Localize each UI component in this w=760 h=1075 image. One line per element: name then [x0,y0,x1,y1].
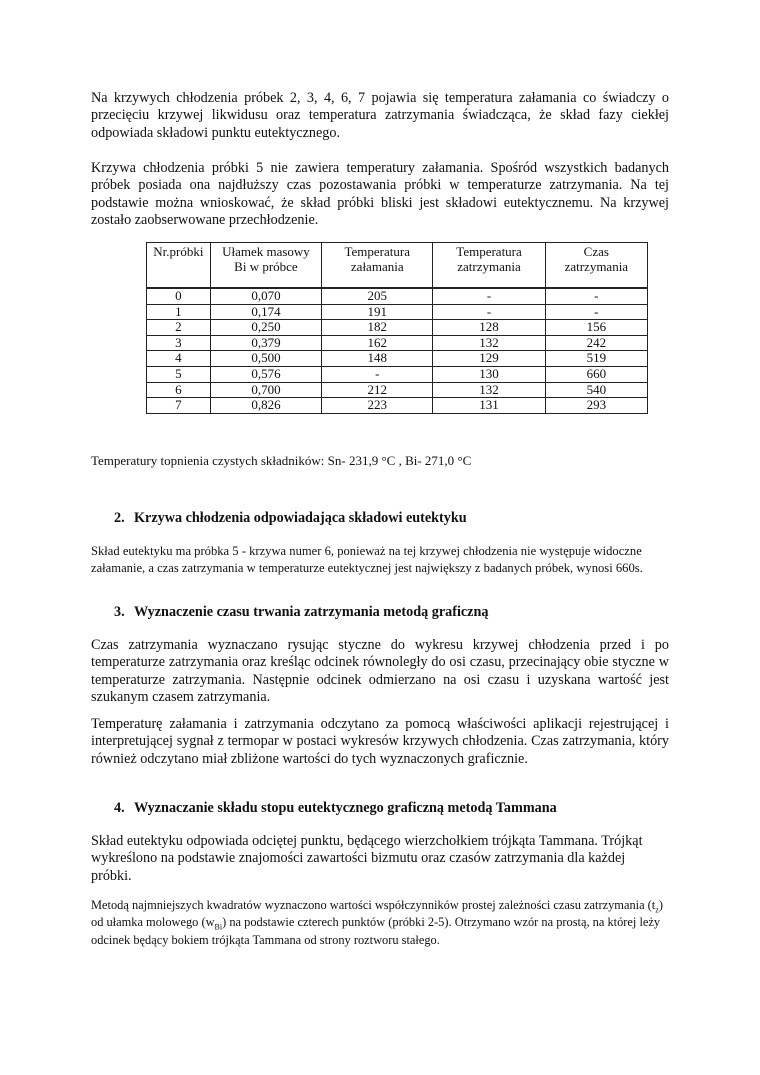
table-cell: - [545,304,647,320]
table-cell: 212 [322,382,433,398]
table-header-cell [210,243,321,289]
header-line: Nr.próbki [153,244,204,259]
table-cell: 242 [545,335,647,351]
table-cell: 0,250 [210,320,321,336]
section-3-body-2: Temperaturę załamania i zatrzymania odczytano za pomocą właściwości aplikacji rejestrującej i interpretującej sygnał z termopar w postaci wykresów krzywych chłodzenia. Czas zatrzymania, który również odczytano miał zbliżone wartości do tych wyznaczonych graficznie. [91,716,669,767]
paragraph-sample-5: Krzywa chłodzenia próbki 5 nie zawiera temperatury załamania. Spośród wszystkich badanych próbek posiada ona najdłuższy czas pozostawania próbki w temperaturze zatrzymania. Na tej podstawie można wnioskować, że skład próbki bliski jest składowi eutektycznemu. Na krzywej zostało zaobserwowane przechłodzenie. [91,160,669,229]
table-header-cell [147,243,211,289]
header-line: Ułamek masowy [222,244,310,259]
table-cell: 0,500 [210,351,321,367]
table-row [147,288,648,304]
table-cell: 0,826 [210,398,321,414]
table-cell: - [433,288,545,304]
table-cell: 129 [433,351,545,367]
table-cell: 6 [147,382,211,398]
header-line: Bi w próbce [234,258,298,274]
table-cell: 191 [322,304,433,320]
table-cell: 0,700 [210,382,321,398]
table-body [147,288,648,413]
section-number: 4. [114,800,125,816]
table-row [147,382,648,398]
table-cell: 1 [147,304,211,320]
table-header-cell [433,243,545,289]
section-3-body-1: Czas zatrzymania wyznaczano rysując styczne do wykresu krzywej chłodzenia przed i po temperaturze zatrzymania oraz kreśląc odcinek równoległy do osi czasu, przecinający obie styczne w temperaturze zatrzymania. Następnie odcinek odmierzano na osi czasu i uzyskana wartość jest szukanym czasem zatrzymania. [91,637,669,706]
text-run: ) od ułamka molowego (w [91,898,663,930]
table-row [147,304,648,320]
section-2-body: Skład eutektyku ma próbka 5 - krzywa numer 6, ponieważ na tej krzywej chłodzenia nie występuje widoczne załamanie, a czas zatrzymania w temperaturze eutektycznej jest największy z badanych próbek, wynosi 660s. [91,544,643,576]
table-cell: 540 [545,382,647,398]
table-cell: 132 [433,335,545,351]
table-cell: - [322,366,433,382]
section-number: 3. [114,604,125,620]
table-row [147,335,648,351]
section-4-body-1: Skład eutektyku odpowiada odciętej punktu, będącego wierzchołkiem trójkąta Tammana. Trójkąt wykreślono na podstawie znajomości zawartości bizmutu oraz czasów zatrzymania dla każdej próbki. [91,833,643,884]
text-run: Metodą najmniejszych kwadratów wyznaczono wartości współczynników prostej zależności czasu zatrzymania (t [91,898,656,912]
table-cell: 128 [433,320,545,336]
text-run: ) na podstawie czterech punktów (próbki 2-5). Otrzymano wzór na prostą, na której leży odcinek będący bokiem trójkąta Tammana od strony roztworu stałego. [91,915,661,947]
table-row [147,351,648,367]
melting-temperatures-note: Temperatury topnienia czystych składników: Sn- 231,9 °C , Bi- 271,0 °C [91,453,472,468]
section-3-heading [114,604,488,621]
table-cell: 4 [147,351,211,367]
header-line: Temperatura [456,244,522,259]
table-row [147,398,648,414]
table-cell: 2 [147,320,211,336]
header-line: Temperatura [344,244,410,259]
table-cell: 0 [147,288,211,304]
table-header-cell [322,243,433,289]
paragraph-liquidus: Na krzywych chłodzenia próbek 2, 3, 4, 6, 7 pojawia się temperatura załamania co świadczy o przecięciu krzywej likwidusu oraz temperatura zatrzymania świadcząca, że skład fazy ciekłej odpowiada składowi punktu eutektycznego. [91,90,669,141]
section-title: Wyznaczenie czasu trwania zatrzymania metodą graficzną [134,604,489,620]
table-cell: - [433,304,545,320]
table-cell: 0,070 [210,288,321,304]
table-cell: 293 [545,398,647,414]
header-line: Czas [583,244,609,259]
table-row [147,320,648,336]
table-cell: 3 [147,335,211,351]
table-cell: 660 [545,366,647,382]
table-cell: 182 [322,320,433,336]
table-row [147,366,648,382]
table-cell: 0,379 [210,335,321,351]
section-title: Wyznaczanie składu stopu eutektycznego graficzną metodą Tammana [134,800,557,816]
section-4-body-2 [91,897,669,949]
section-number: 2. [114,510,125,526]
header-line: zatrzymania [457,258,521,274]
table-cell: 132 [433,382,545,398]
table-cell: 205 [322,288,433,304]
table-cell: 0,576 [210,366,321,382]
table-header-cell [545,243,647,289]
table-cell: 156 [545,320,647,336]
header-line: załamania [350,258,404,274]
table-cell: - [545,288,647,304]
section-2-heading [114,510,467,527]
subscript-bi: Bi [214,922,223,932]
table-cell: 148 [322,351,433,367]
subscript-z: z [655,905,659,915]
table-cell: 131 [433,398,545,414]
table-cell: 130 [433,366,545,382]
section-4-heading [114,800,557,817]
table-cell: 223 [322,398,433,414]
table-header-row [147,243,648,289]
results-table [146,242,648,414]
table-cell: 519 [545,351,647,367]
table-cell: 162 [322,335,433,351]
table-cell: 0,174 [210,304,321,320]
table-cell: 5 [147,366,211,382]
section-title: Krzywa chłodzenia odpowiadająca składowi eutektyku [134,510,467,526]
header-line: zatrzymania [564,258,629,274]
table-cell: 7 [147,398,211,414]
